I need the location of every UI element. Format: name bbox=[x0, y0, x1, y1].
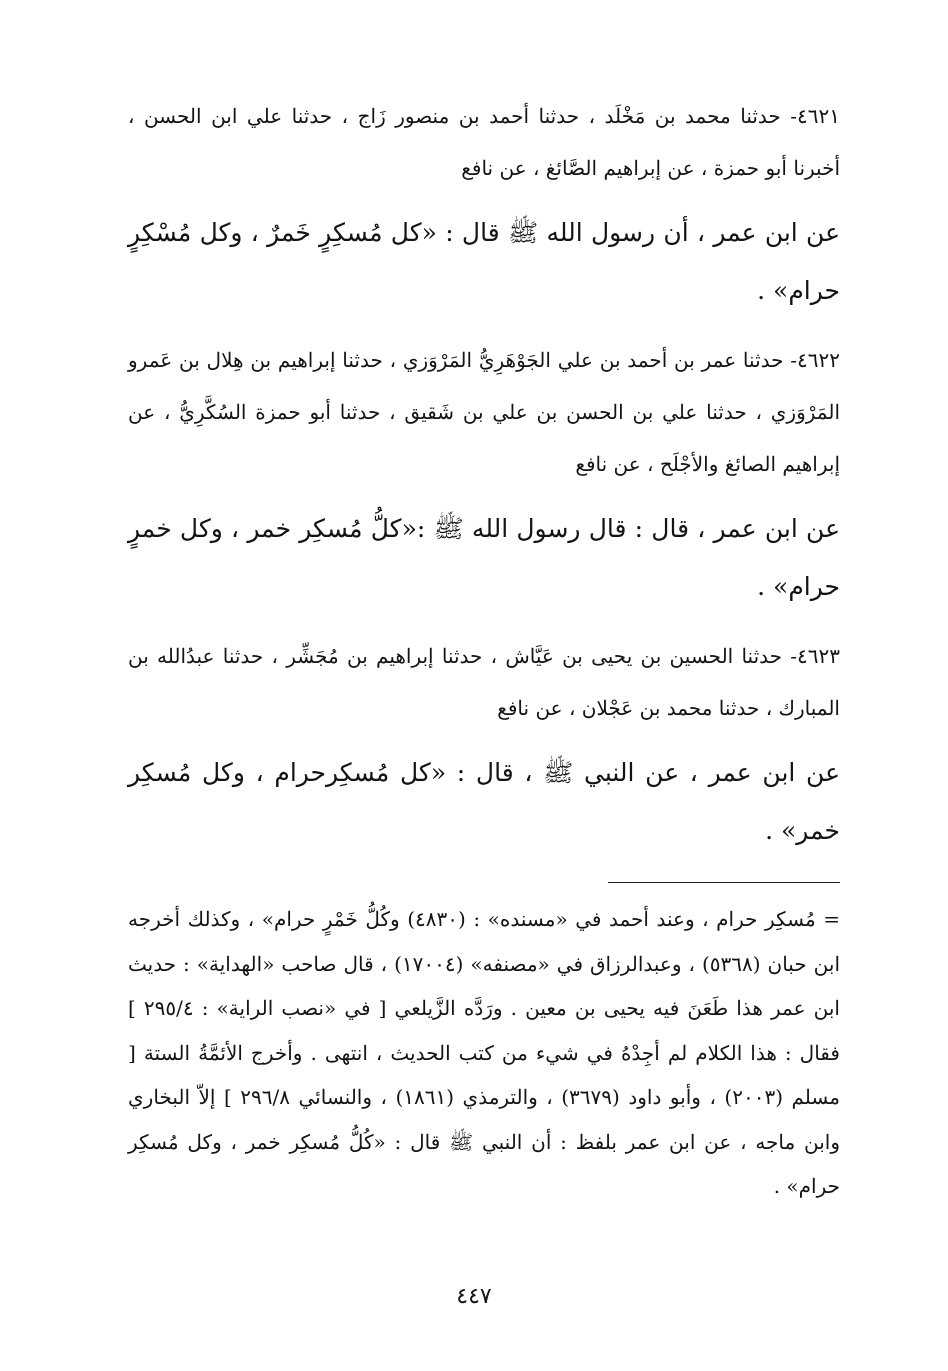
footnote-text: = مُسكِر حرام ، وعند أحمد في «مسنده» : (٤٨٣٠) وكُلُّ خَمْرٍ حرام» ، وكذلك أخرجه ابن حبان (٥٣٦٨) ، وعبدالرزاق في «مصنفه» (١٧٠٠٤) ، قال صاحب «الهداية» : حديث ابن عمر هذا طَعَنَ فيه يحيى بن معين . ورَدَّه الزَّيلعي [ في «نصب الراية» : ٢٩٥/٤ ] فقال : هذا الكلام لم أجِدْهُ في شيء من كتب الحديث ، انتهى . وأخرج الأئمَّةُ الستة [ مسلم (٢٠٠٣) ، وأبو داود (٣٦٧٩) ، والترمذي (١٨٦١) ، والنسائي ٢٩٦/٨ ] إلاّ البخاري وابن ماجه ، عن ابن عمر بلفظ : أن النبي ﷺ قال : «كُلُّ مُسكِر خمر ، وكل مُسكِر حرام» . bbox=[128, 907, 841, 1198]
hadith-4622-isnad: ٤٦٢٢- حدثنا عمر بن أحمد بن علي الجَوْهَرِيُّ المَرْوَزي ، حدثنا إبراهيم بن هِلال بن عَمرو المَرْوَزي ، حدثنا علي بن الحسن بن علي بن شَقيق ، حدثنا أبو حمزة السُكَّرِيُّ ، عن إبراهيم الصائغ والأجْلَح ، عن نافع bbox=[128, 348, 840, 476]
hadith-4621-isnad: ٤٦٢١- حدثنا محمد بن مَخْلَد ، حدثنا أحمد بن منصور زَاج ، حدثنا علي ابن الحسن ، أخبرنا أبو حمزة ، عن إبراهيم الصَّائغ ، عن نافع bbox=[128, 104, 840, 180]
page-number: ٤٤٧ bbox=[456, 1284, 492, 1309]
hadith-4621-matn: عن ابن عمر ، أن رسول الله ﷺ قال : «كل مُسكِرٍ خَمرٌ ، وكل مُسْكِرٍ حرام» . bbox=[128, 218, 840, 305]
hadith-4622-matn: عن ابن عمر ، قال : قال رسول الله ﷺ :«كلُّ مُسكِر خمر ، وكل خمرٍ حرام» . bbox=[128, 514, 840, 601]
hadith-4623-isnad: ٤٦٢٣- حدثنا الحسين بن يحيى بن عَيَّاش ، حدثنا إبراهيم بن مُجَشِّر ، حدثنا عبدُالله بن المبارك ، حدثنا محمد بن عَجْلان ، عن نافع bbox=[128, 644, 840, 720]
footnote-divider bbox=[608, 882, 840, 883]
hadith-4623-matn: عن ابن عمر ، عن النبي ﷺ ، قال : «كل مُسكِرحرام ، وكل مُسكِر خمر» . bbox=[128, 758, 840, 845]
